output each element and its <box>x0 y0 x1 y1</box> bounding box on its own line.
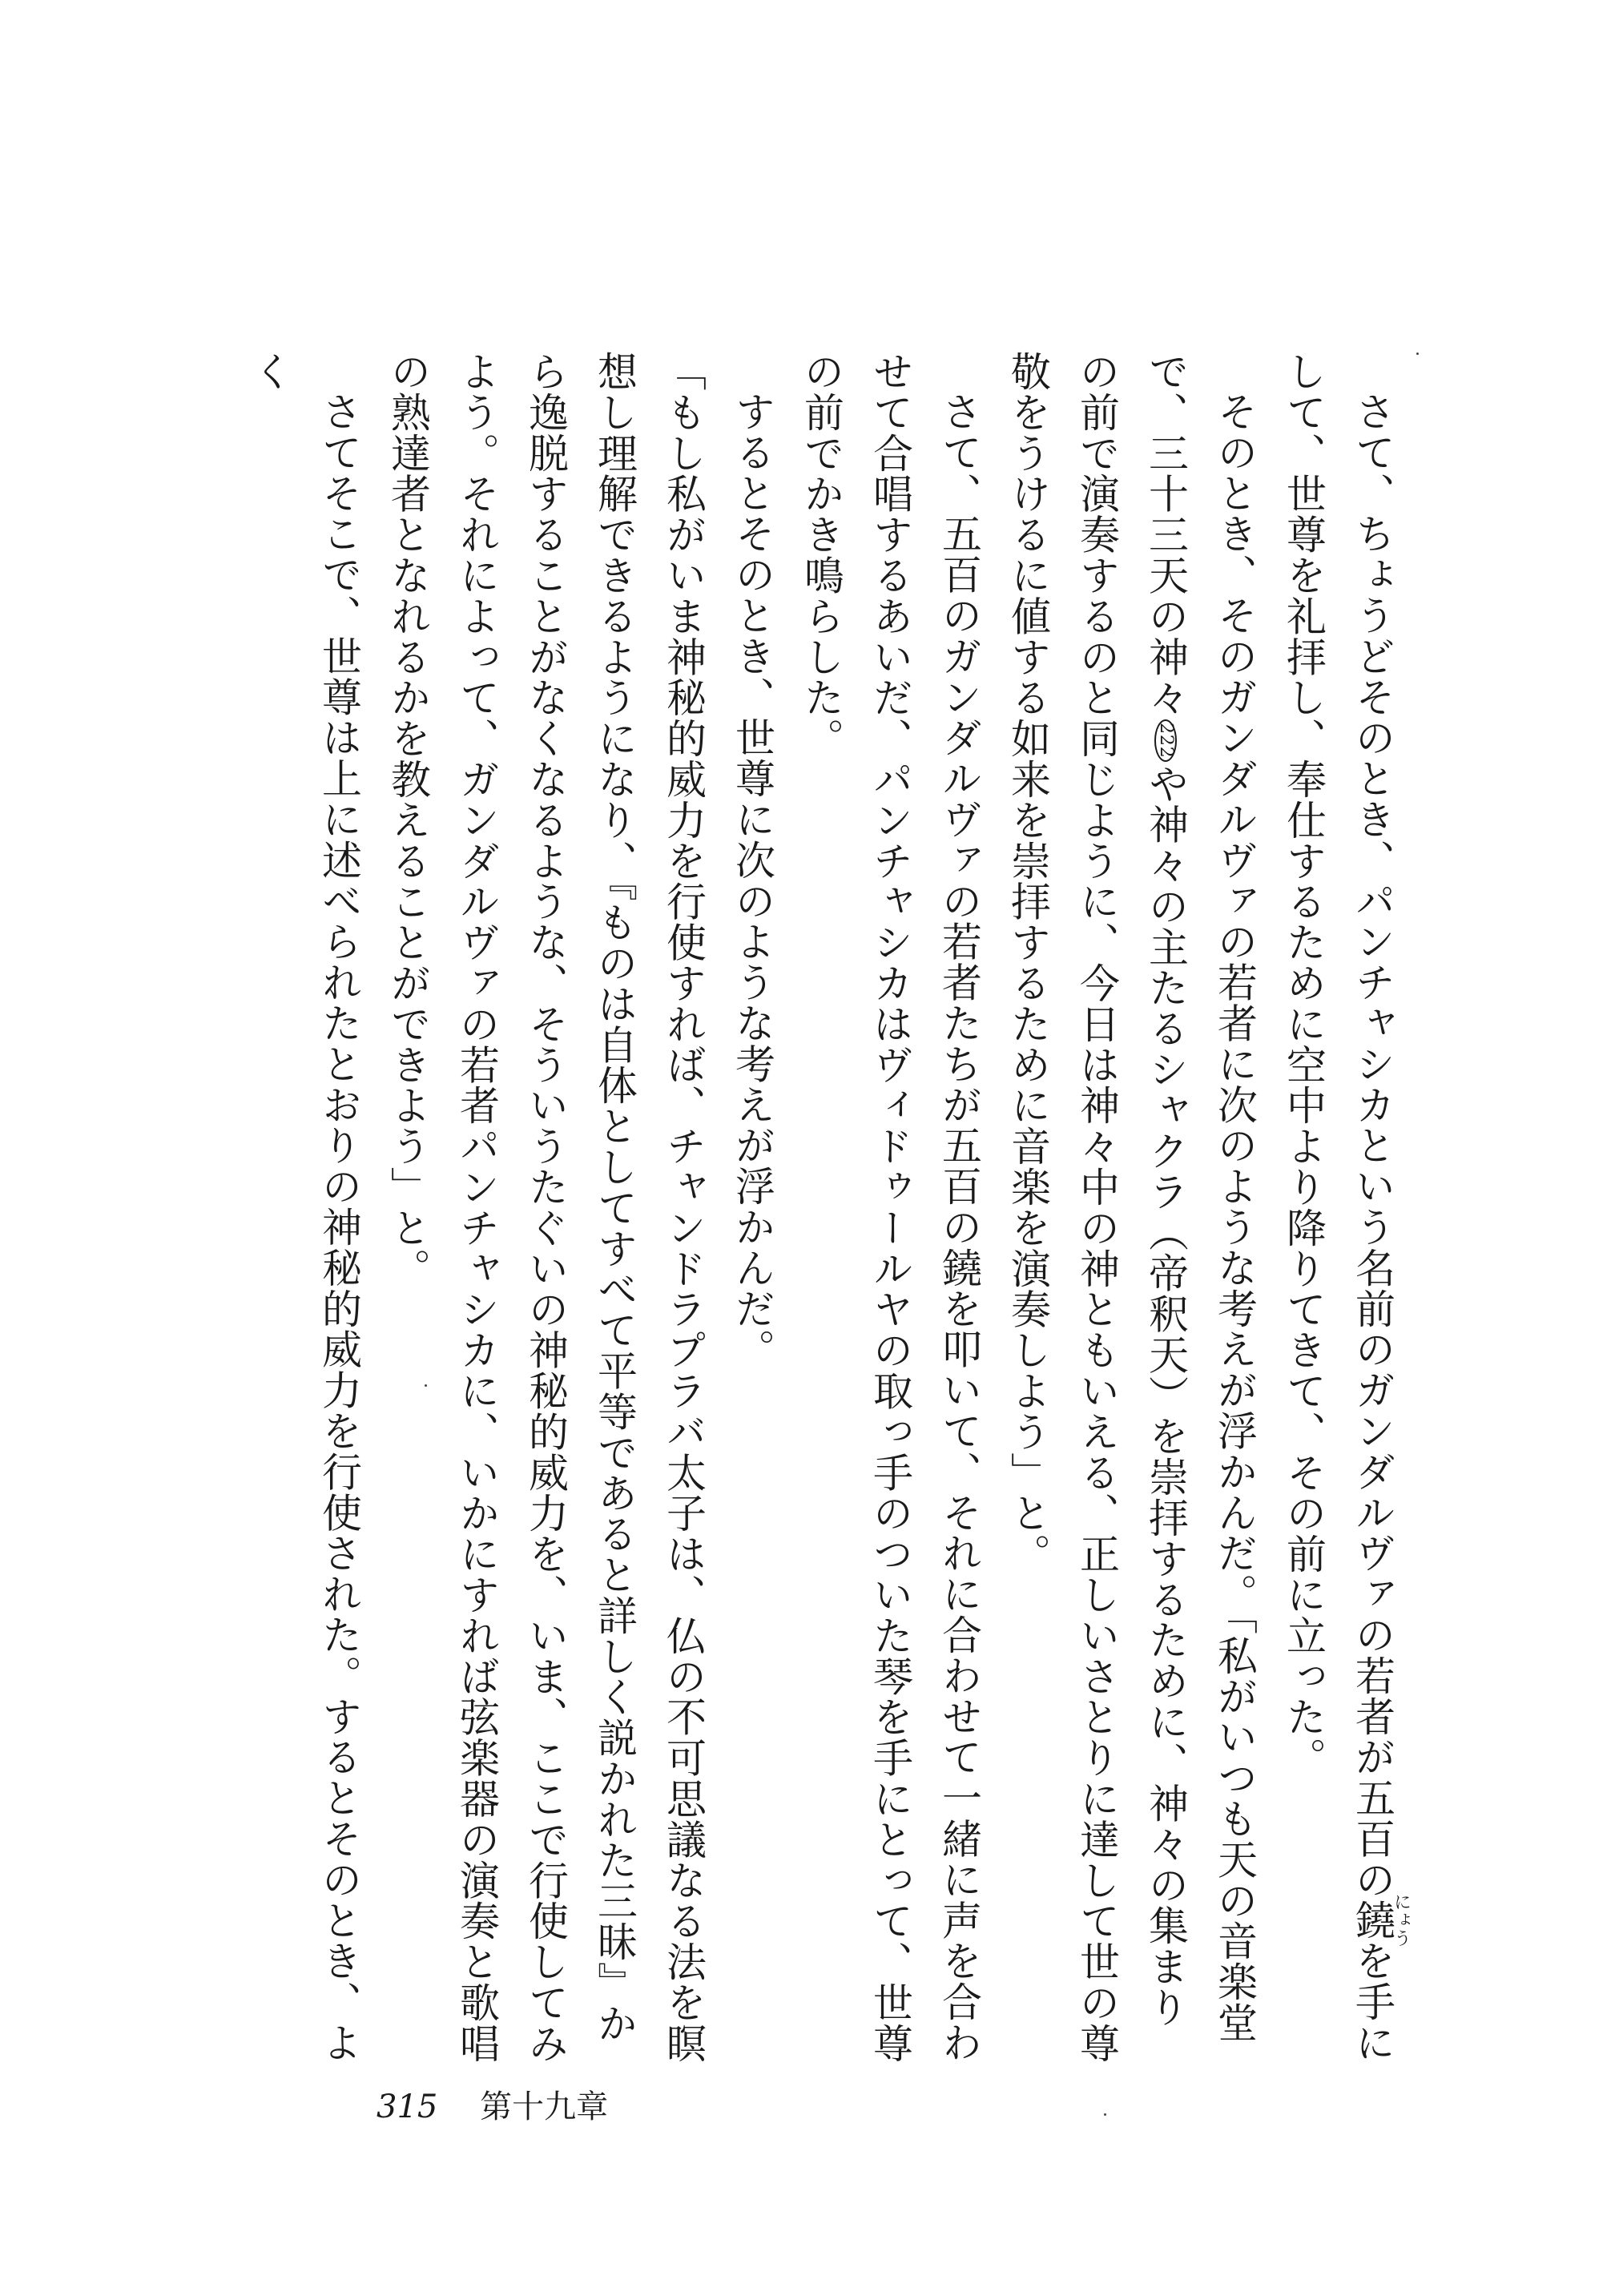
ruby-annotation <box>1349 1892 1412 1948</box>
ruby-base: 鐃 <box>1349 1892 1395 1948</box>
paragraph-2-text: そのとき、そのガンダルヴァの若者に次のような考えが浮かんだ。「私がいつも天の音楽堂で、三十三天の神々 <box>1142 351 1258 2043</box>
print-speck <box>1416 352 1419 355</box>
ruby-reading: にょう <box>1391 1892 1412 1948</box>
footnote-reference: 222 <box>1154 719 1177 762</box>
print-speck <box>425 1384 427 1387</box>
paragraph-1 <box>1269 351 1410 2065</box>
paragraph-2 <box>993 351 1269 2065</box>
paragraph-3: さて、五百のガンダルヴァの若者たちが五百の鐃を叩いて、それに合わせて一緒に声を合わせて合唱するあいだ、パンチャシカはヴィドゥールヤの取っ手のついた琴を手にとって、世尊の前でかき鳴らした。 <box>798 351 982 2064</box>
chapter-title: 第十九章 <box>480 2089 609 2125</box>
paragraph-2-text-cont: や神々の主たるシャクラ（帝釈天）を崇拝するために、神々の集まりの前で演奏するのと同じように、今日は神々中の神ともいえる、正しいさとりに達して世の尊敬をうけるに値する如来を崇拝するために音楽を演奏しよう」と。 <box>1005 351 1189 2064</box>
paragraph-5: 「もし私がいま神秘的威力を行使すれば、チャンドラプラバ太子は、仏の不可思議なる法を瞑想し理解できるようになり、『ものは自体としてすべて平等であると詳しく説かれた三昧』から逸脱することがなくなるような、そういうたぐいの神秘的威力を、いま、ここで行使してみよう。それによって、ガンダルヴァの若者パンチャシカに、いかにすれば弦楽器の演奏と歌唱の熟達者となれるかを教えることができよう」と。 <box>385 351 707 2064</box>
paragraph-6: さてそこで、世尊は上に述べられたとおりの神秘的威力を行使された。するとそのとき、よく <box>247 351 362 2063</box>
paragraph-1-text-cont: を手にして、世尊を礼拝し、奉仕するために空中より降りてきて、その前に立った。 <box>1280 351 1395 2063</box>
paragraph-4: するとそのとき、世尊に次のような考えが浮かんだ。 <box>729 391 775 1370</box>
print-speck <box>1104 2113 1106 2116</box>
vertical-text-body <box>247 351 1412 2065</box>
page-number: 315 <box>377 2089 438 2125</box>
paragraph-1-text: さて、ちょうどそのとき、パンチャシカという名前のガンダルヴァの若者が五百の <box>1349 391 1395 1900</box>
page-footer <box>377 2081 608 2127</box>
